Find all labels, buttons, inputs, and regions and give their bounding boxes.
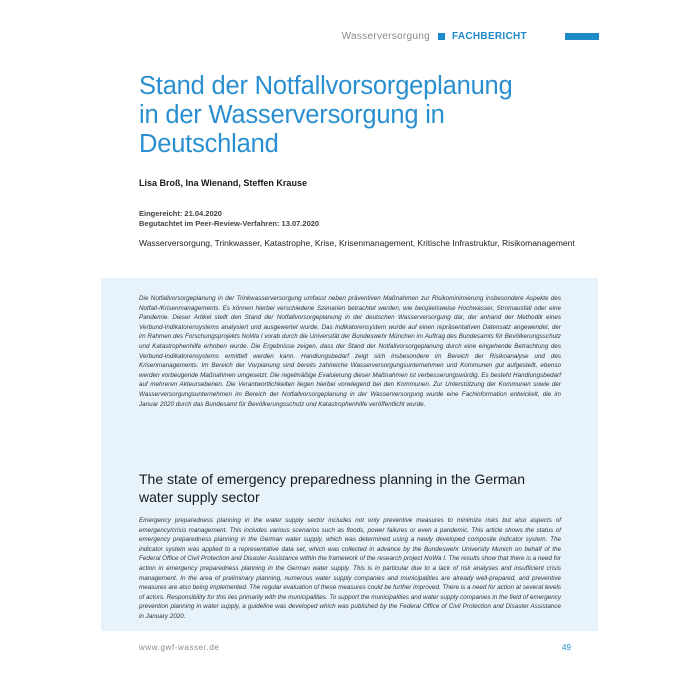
header-section-label: Wasserversorgung (341, 31, 430, 42)
english-title: The state of emergency preparedness planning in the German water supply sector (139, 471, 526, 505)
reviewed-date: Begutachtet im Peer-Review-Verfahren: 13.07.2020 (139, 219, 320, 228)
article-dates (139, 209, 319, 229)
article-authors: Lisa Broß, Ina Wienand, Steffen Krause (139, 178, 307, 188)
header-square-marker (438, 33, 445, 40)
footer-page-number: 49 (562, 643, 571, 652)
submitted-date: Eingereicht: 21.04.2020 (139, 209, 222, 218)
header-accent-bar (565, 33, 599, 40)
header-category-label: FACHBERICHT (452, 31, 527, 42)
article-keywords: Wasserversorgung, Trinkwasser, Katastrophe, Krise, Krisenmanagement, Kritische Infrastruktur, Risikomanagement (139, 238, 575, 248)
abstract-box (101, 278, 598, 631)
footer-website-link[interactable]: www.gwf-wasser.de (139, 643, 220, 652)
german-abstract: Die Notfallvorsorgeplanung in der Trinkwasserversorgung umfasst neben präventiven Maßnahmen zur Risikominimierung insbesondere Aspekte des Notfall-/Krisenmanagements. Es können hierbei verschiedene Szenarien betrachtet werden, wie beispielsweise Hochwasser, Stromausfall oder eine Pandemie. Dieser Artikel stellt den Stand der Notfallvorsorgeplanung in der deutschen Wasserversorgung dar, der anhand der Methodik eines Verbund-Indikatorensystems analysiert und ausgewertet wurde. Das Indikatorensystem wurde auf einen repräsentativen Datensatz angewendet, der im Rahmen des Forschungsprojekts NoWa I vorab durch die Universität der Bundeswehr München im Auftrag des Bundesamts für Bevölkerungsschutz und Katastrophenhilfe erhoben wurde. Die Ergebnisse zeigen, dass der Stand der Notfallvorsorgeplanung durch eine eingehende Betrachtung des Verbund-Indikatorensystems ermittelt werden kann. Handlungsbedarf zeigt sich insbesondere im Bereich der Risikoanalyse und des Krisenmanagements. Im Bereich der Vorplanung sind bereits zahlreiche Wasserversorgungsunternehmen und Kommunen gut aufgestellt, ebenso werden vorbeugende Maßnahmen umgesetzt. Die regelmäßige Evaluierung dieser Maßnahmen ist verbesserungswürdig. Es besteht Handlungsbedarf auf mehreren Akteursebenen. Die Verantwortlichkeiten liegen hierbei vorwiegend bei den Kommunen. Zur Unterstützung der Kommunen sowie der Wasserversorgungsunternehmen im Bereich der Notfallvorsorgeplanung in der Wasserversorgung wurde eine Fachinformation entwickelt, die im Januar 2020 durch das Bundesamt für Bevölkerungsschutz und Katastrophenhilfe veröffentlicht wurde. (139, 295, 561, 408)
article-title: Stand der Notfallvorsorgeplanung in der Wasserversorgung in Deutschland (139, 72, 513, 158)
english-abstract: Emergency preparedness planning in the water supply sector includes not only preventive measures to minimize risks but also aspects of emergency/crisis management. This includes various scenarios such as floods, power failures or even a pandemic. This article shows the status of emergency preparedness planning in the German water supply, which was determined using a newly developed composite indicator system. The indicator system was applied to a representative data set, which was collected in advance by the Bundeswehr University Munich on behalf of the Federal Office of Civil Protection and Disaster Assistance within the framework of the research project NoWa I. The results show that there is a need for action in emergency preparedness planning in the German water supply. This is in particular due to a lack of risk analyses and insufficient crisis management. In the area of preliminary planning, numerous water supply companies and municipalities are already well-prepared, and preventive measures are also being implemented. The regular evaluation of these measures could be further improved. There is a need for action at several levels of actors. Responsibility for this lies primarily with the municipalities. To support the municipalities and water supply companies in the field of emergency prevention planning in water supply, a guideline was developed which was published by the Federal Office of Civil Protection and Disaster Assistance in January 2020. (139, 517, 561, 620)
